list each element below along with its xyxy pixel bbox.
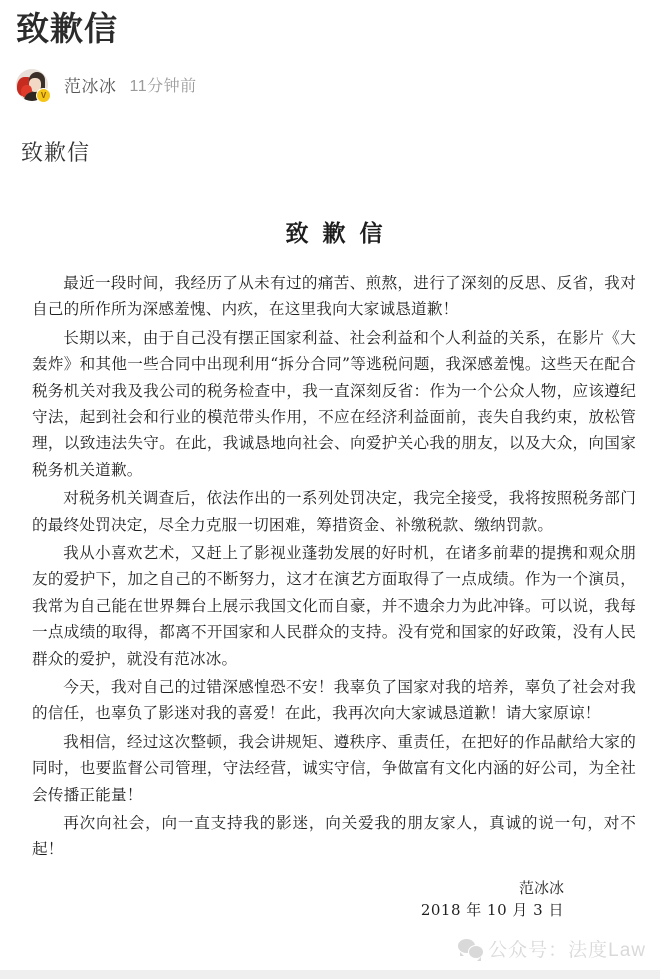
avatar[interactable]	[16, 69, 48, 101]
letter-title: 致歉信	[285, 219, 397, 247]
letter-paragraph: 最近一段时间，我经历了从未有过的痛苦、煎熬，进行了深刻的反思、反省，我对自己的所作所为深感羞愧、内疚，在这里我向大家诚恳道歉！	[32, 273, 636, 319]
verified-badge-icon: V	[36, 88, 51, 103]
signature-block	[32, 877, 636, 921]
signature-name: 范冰冰	[518, 878, 564, 897]
signature-date: 2018 年 10 月 3 日	[420, 900, 564, 919]
page-title: 致歉信	[16, 10, 118, 47]
letter-paragraph: 对税务机关调查后，依法作出的一系列处罚决定，我完全接受，我将按照税务部门的最终处罚决定，尽全力克服一切困难，筹措资金、补缴税款、缴纳罚款。	[32, 489, 636, 534]
letter-paragraph: 我相信，经过这次整顿，我会讲规矩、遵秩序、重责任，在把好的作品献给大家的同时，也要监督公司管理，守法经营，诚实守信，争做富有文化内涵的好公司，为全社会传播正能量！	[32, 732, 636, 804]
article-header	[0, 0, 660, 102]
section-heading: 致歉信	[21, 139, 91, 165]
letter-paragraph: 长期以来，由于自己没有摆正国家利益、社会利益和个人利益的关系，在影片《大轰炸》和其他一些合同中出现利用“拆分合同”等逃税问题，我深感羞愧。这些天在配合税务机关对我及我公司的税务检查中，我一直深刻反省：作为一个公众人物，应该遵纪守法，起到社会和行业的模范带头作用，不应在经济利益面前，丧失自我约束，放松管理，以致违法失守。在此，我诚恳地向社会、向爱护关心我的朋友，以及大众，向国家税务机关道歉。	[32, 328, 636, 479]
wechat-bubble-small	[468, 945, 484, 959]
letter-body	[16, 215, 644, 921]
bottom-bar	[0, 970, 660, 979]
author-name[interactable]: 范冰冰	[64, 77, 117, 97]
watermark	[458, 935, 646, 962]
watermark-text: 公众号：法度Law	[488, 940, 646, 961]
byline	[16, 68, 644, 102]
article-content	[0, 136, 660, 921]
letter-paragraph: 我从小喜欢艺术，又赶上了影视业蓬勃发展的好时机，在诸多前辈的提携和观众朋友的爱护下，加之自己的不断努力，这才在演艺方面取得了一点成绩。作为一个演员，我常为自己能在世界舞台上展示我国文化而自豪，并不遗余力为此冲锋。可以说，我每一点成绩的取得，都离不开国家和人民群众的支持。没有党和国家的好政策，没有人民群众的爱护，就没有范冰冰。	[32, 543, 636, 668]
post-timestamp: 11分钟前	[129, 78, 197, 96]
wechat-bubble-large	[458, 939, 475, 953]
wechat-logo-icon	[458, 939, 484, 959]
letter-paragraph: 今天，我对自己的过错深感惶恐不安！我辜负了国家对我的培养，辜负了社会对我的信任，也辜负了影迷对我的喜爱！在此，我再次向大家诚恳道歉！请大家原谅！	[32, 677, 636, 723]
letter-paragraph: 再次向社会，向一直支持我的影迷，向关爱我的朋友家人，真诚的说一句，对不起！	[32, 814, 636, 859]
